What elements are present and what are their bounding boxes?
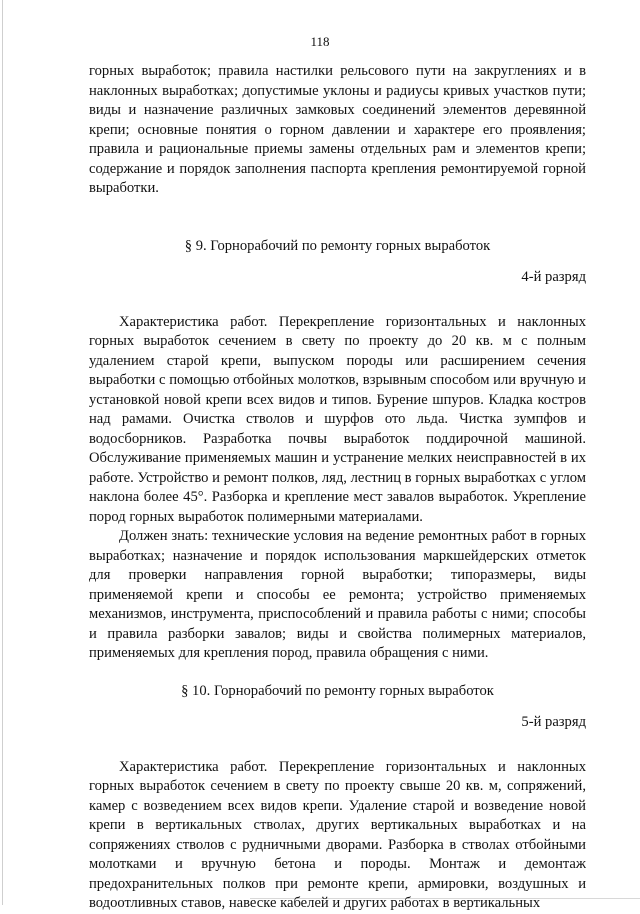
section-heading: § 9. Горнорабочий по ремонту горных выработок	[184, 237, 491, 254]
section-9	[89, 237, 586, 664]
page-number: 118	[310, 34, 330, 49]
grade-label: 5-й разряд	[521, 714, 586, 730]
work-characteristic: Характеристика работ. Перекрепление горизонтальных и наклонных горных выработок сечением в свету по проекту до 20 кв. м с полным удалением старой крепи, выпуском породы или расширением сечения выработки с помощью отбойных молотков, взрывным способом или вручную и установкой новой крепи всех видов и типов. Бурение шпуров. Кладка костров над рамами. Очистка стволов и шурфов ото льда. Чистка зумпфов и водосборников. Разработка почвы выработок поддирочной машиной. Обслуживание применяемых машин и устранение мелких неисправностей в их работе. Устройство и ремонт полков, ляд, лестниц в горных выработках с углом наклона более 45°. Разборка и крепление мест завалов выработок. Укрепление пород горных выработок полимерными материалами.	[89, 313, 586, 525]
section-10	[89, 682, 586, 914]
intro-paragraph: горных выработок; правила настилки рельсового пути на закруглениях и в наклонных выработках; допустимые уклоны и радиусы кривых участков пути; виды и назначение различных замковых соединений элементов деревянной крепи; основные понятия о горном давлении и характере его проявления; правила и рациональные приемы замены отдельных рам и элементов крепи; содержание и порядок заполнения паспорта крепления ремонтируемой горной выработки.	[89, 63, 586, 196]
scan-left-edge	[2, 0, 3, 905]
work-characteristic: Характеристика работ. Перекрепление горизонтальных и наклонных горных выработок сечением в свету по проекту свыше 20 кв. м, сопряжений, камер с возведением всех видов крепи. Удаление старой и возведение новой крепи в вертикальных стволах, других вертикальных выработках и на сопряжениях стволов с рудничными дворами. Разборка в стволах отбойными молотками и вручную бетона и породы. Монтаж и демонтаж предохранительных полков при ремонте крепи, армировки, воздушных и водоотливных ставов, навеске кабелей и других работах в вертикальных	[89, 758, 586, 911]
grade-label: 4-й разряд	[521, 269, 586, 285]
document-body	[89, 62, 586, 914]
must-know: Должен знать: технические условия на ведение ремонтных работ в горных выработках; назначение и порядок использования маркшейдерских отметок для проверки направления горной выработки; типоразмеры, виды применяемой крепи и способы ее ремонта; устройство применяемых механизмов, инструмента, приспособлений и правила работы с ними; способы и правила разборки завалов; виды и свойства полимерных материалов, применяемых для крепления пород, правила обращения с ними.	[89, 528, 586, 661]
section-heading: § 10. Горнорабочий по ремонту горных выработок	[181, 682, 494, 699]
